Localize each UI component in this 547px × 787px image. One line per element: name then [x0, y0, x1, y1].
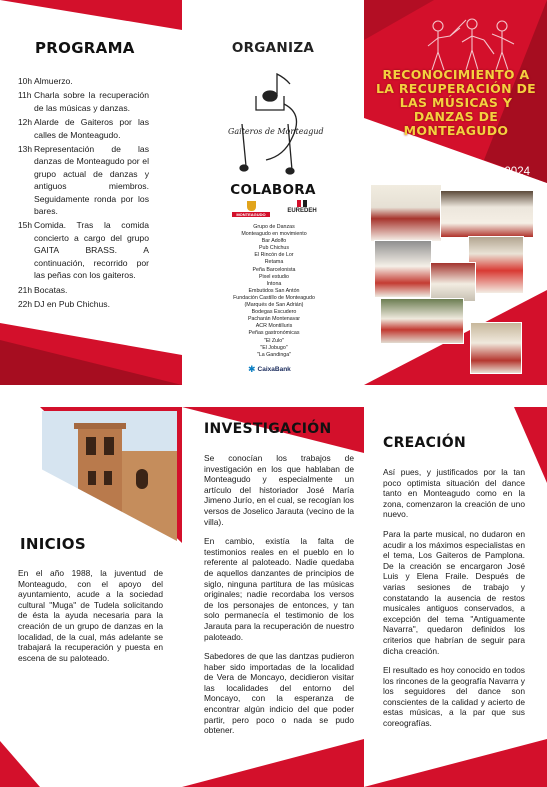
list-item: Fundación Castillo de Monteagudo [233, 294, 315, 301]
inicios-title: INICIOS [20, 535, 86, 553]
schedule-item [18, 143, 149, 217]
list-item: Bar Adolfo [261, 238, 287, 245]
organiza-title: ORGANIZA [231, 40, 315, 56]
inicios-text: En el año 1988, la juventud de Monteagudo, con el apoyo del ayuntamiento, acude a la sociedad cultural "Muga" de Tudela solicitando de ésta la ayuda necesaria para la creación de un grupo de danzas en la localidad, de la cual, más adelante se trabajará la recuperación y puesta en escena de su paloteado. [18, 568, 163, 663]
list-item: Pacharán Montenavar [247, 316, 301, 323]
schedule-item [18, 298, 149, 310]
list-item: Monteagudo en movimiento [241, 231, 307, 238]
top-sheet [0, 0, 547, 385]
ayuntamiento-logo [232, 201, 270, 221]
bottom-sheet [0, 393, 547, 787]
schedule-time: 12h [18, 117, 32, 128]
list-item: "El Zulo" [263, 337, 285, 344]
paragraph: En cambio, existía la falta de testimonios reales en el pueblo en lo referente al paloteado. Nadie quedaba de aquellos danzantes de principios de siglo, ninguna partitura de las músicas originales; nadie recordaba los versos de los personajes de entonces, y tan solo permanecía el testimonio de los Jarauta para la recuperación de nuestro paloteado. [204, 536, 354, 642]
programa-title: PROGRAMA [35, 39, 135, 57]
cover-title: RECONOCIMIENTO A LA RECUPERACIÓN DE LAS MÚSICAS Y DANZAS DE MONTEAGUDO [375, 67, 537, 138]
list-item: Embutidos San Antón [248, 287, 300, 294]
paragraph: El resultado es hoy conocido en todos los rincones de la geografía Navarra y los seguidores del dance son conscientes de la calidad y acierto de estas músicas, a la par que sus coreografías. [383, 665, 525, 729]
schedule-text: DJ en Pub Chichus. [34, 298, 110, 309]
coat-of-arms-icon [247, 201, 256, 211]
schedule-item [18, 75, 149, 87]
photo-procession [374, 240, 432, 298]
list-item: (Marqués de San Adrián) [244, 302, 304, 309]
list-item: Intona [266, 280, 282, 287]
investigacion-title: INVESTIGACIÓN [204, 421, 332, 437]
creacion-title: CREACIÓN [383, 435, 466, 451]
schedule-time: 10h [18, 76, 32, 86]
list-item: Retama [264, 259, 284, 266]
photo-plaza [380, 298, 464, 344]
list-item: Pixel estudio [258, 273, 290, 280]
list-item: Pub Chichus [258, 245, 290, 252]
list-item: Grupo de Danzas [253, 224, 295, 230]
list-item: "La Gandinga" [256, 351, 292, 358]
list-item: "El Jobugo" [260, 344, 288, 351]
ayuntamiento-logo-text: MONTEAGUDO [232, 212, 270, 217]
sponsor-list [222, 224, 326, 359]
investigacion-text [204, 453, 354, 745]
list-item: El Rincón de Lor [254, 252, 294, 259]
photo-children [470, 322, 522, 374]
caixabank-logo [248, 363, 298, 375]
schedule-time: 13h [18, 144, 32, 155]
list-item: Peñas gastronómicas [248, 330, 300, 337]
schedule-text: Bocatas. [34, 284, 68, 295]
musicians-illustration-icon [420, 14, 520, 74]
schedule-text: Comida. Tras la comida concierto a cargo del grupo GAITA BRASS. A continuación, recorrido por las peñas con los gaiteros. [34, 220, 149, 281]
list-item: Peña Barcelonista [252, 266, 296, 273]
schedule-text: Almuerzo. [34, 76, 73, 86]
schedule-text: Charla sobre la recuperación de las músicas y danzas. [34, 90, 149, 113]
paragraph: Para la parte musical, no dudaron en acudir a los máximos especialistas en el tema, Los Gaiteros de Pamplona. De la creación se encargaron José Luis y Elena Fraile. Después de varias sesiones de trabajo y constatando la ausencia de restos musicales antiguos conservados, a excepción del tema "Antiguamente Navarra", quedaron definidos los criterios que habrían de seguir para dicha creación. [383, 528, 525, 656]
paragraph: Sabedores de que las dantzas pudieron haber sido importadas de la localidad de Vera de Moncayo, decidieron visitar las localidades del entorno del Moncayo, con la esperanza de encontrar algún indicio del que poder partir, pero poco o nada se pudo obtener. [204, 651, 354, 736]
schedule-time: 11h [18, 90, 32, 101]
photo-stage [430, 262, 476, 302]
paragraph: Se conocían los trabajos de investigación en los que hablaban de Monteagudo y especialmente un artículo del historiador José María Jimeno Jurío, en el cual, se recogían los versos de Joselico Jarauta (vecino de la villa). [204, 453, 354, 527]
schedule-time: 22h [18, 298, 32, 309]
euredeh-logo [284, 200, 320, 222]
organiza-logo [222, 70, 324, 178]
photo-musician [468, 236, 524, 294]
schedule-text: Representación de las danzas de Monteagudo por el grupo actual de danzas y antiguos miembros. Seguidamente ronda por los bares. [34, 144, 149, 217]
schedule-text: Alarde de Gaiteros por las calles de Monteagudo. [34, 117, 149, 140]
euredeh-logo-text: EUREDEH [287, 208, 317, 214]
schedule-item [18, 116, 149, 141]
organiza-logo-text: Gaiteros de Monteagudo [228, 127, 324, 136]
schedule-item [18, 219, 149, 281]
list-item: Bodegas Escudero [251, 309, 297, 316]
music-note-logo-icon [222, 70, 324, 178]
paragraph: Así pues, y justificados por la tan poco optimista situación del dance tanto en Monteagudo como en la zona, comenzaron la creación de uno nuevo. [383, 467, 525, 520]
cover-date: 1 de junio 2024 [451, 166, 530, 178]
schedule-time: 21h [18, 284, 32, 295]
list-item: ACR Montilluris [255, 323, 293, 330]
schedule-item [18, 284, 149, 296]
schedule-item [18, 89, 149, 114]
colabora-title: COLABORA [230, 182, 316, 198]
photo-dancers-line [440, 190, 534, 238]
programa-schedule [18, 75, 149, 310]
star-icon: ✱ [248, 363, 256, 374]
caixabank-logo-text: CaixaBank [257, 365, 291, 373]
schedule-time: 15h [18, 220, 32, 231]
creacion-text [383, 467, 525, 738]
euredeh-mark-icon [297, 200, 307, 207]
photo-dancers-group [370, 184, 442, 242]
